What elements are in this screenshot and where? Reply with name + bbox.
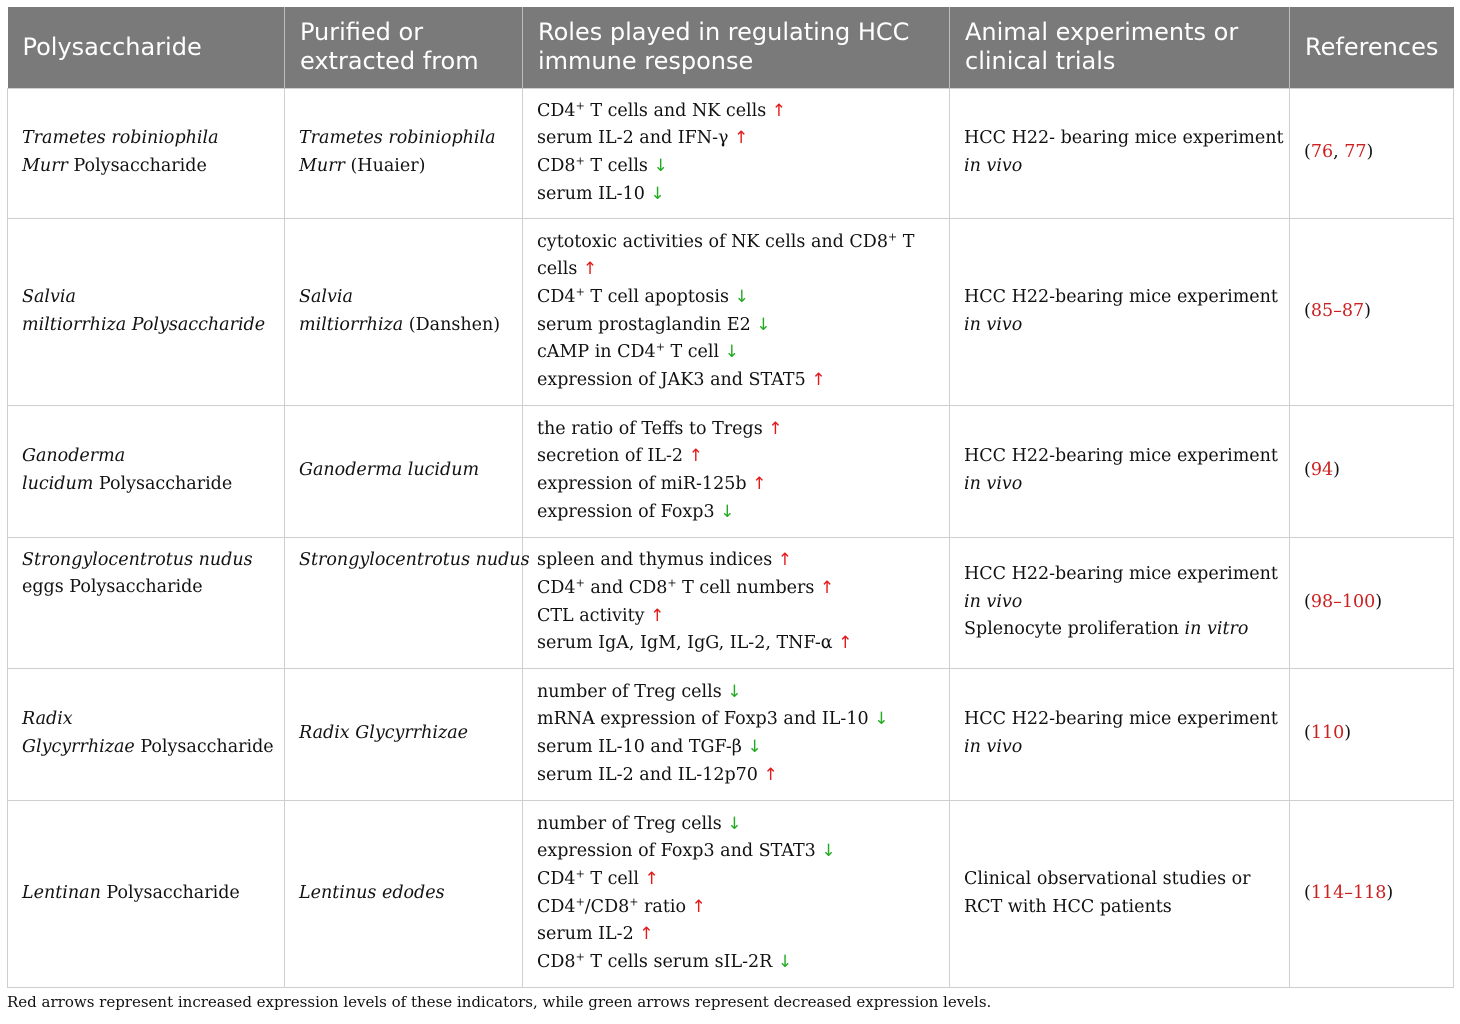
cell-text: in vivo	[964, 474, 1023, 494]
polysaccharide-table	[7, 7, 1454, 988]
cell-line	[537, 762, 941, 790]
trials-cell	[950, 800, 1290, 987]
table-row	[8, 800, 1454, 987]
cell-text: (	[1304, 591, 1311, 612]
cell-text: in vivo	[964, 591, 1023, 612]
arrow-up-icon: ↑	[768, 418, 783, 439]
header-source	[285, 7, 523, 88]
cell-line	[964, 894, 1281, 922]
header-line: Animal experiments or	[965, 18, 1239, 47]
arrow-down-icon: ↓	[821, 841, 836, 862]
cell-line	[1304, 457, 1445, 485]
table-body	[8, 88, 1454, 987]
cell-text: Polysaccharide	[134, 737, 274, 757]
cell-text: Strongylocentrotus nudus	[22, 549, 253, 570]
arrow-up-icon: ↑	[819, 577, 835, 598]
cell-line	[537, 181, 941, 209]
cell-line	[1304, 720, 1445, 748]
cell-text: Clinical observational studies or	[964, 868, 1251, 889]
superscript: +	[655, 340, 665, 354]
cell-line	[964, 153, 1281, 181]
cell-text: HCC H22- bearing mice experiment	[964, 128, 1284, 149]
cell-text: miltiorrhiza	[299, 314, 404, 335]
cell-text: HCC H22-bearing mice experiment	[964, 709, 1278, 730]
cell-text: )	[1375, 591, 1383, 612]
cell-line	[964, 443, 1281, 471]
cell-text: Murr	[299, 156, 345, 176]
references-cell	[1290, 800, 1454, 987]
header-line: extracted from	[300, 47, 479, 76]
cell-text: T cell	[584, 868, 645, 889]
cell-text: (	[1304, 142, 1311, 163]
cell-line	[22, 574, 276, 602]
cell-line	[299, 457, 514, 485]
cell-text: Salvia	[22, 286, 76, 307]
cell-text: serum IL-2	[537, 924, 640, 945]
cell-text: /CD8	[584, 896, 630, 917]
cell-text: Ganoderma	[22, 446, 126, 467]
cell-text: cytotoxic activities of NK cells and CD8	[537, 231, 888, 252]
header-trials	[950, 7, 1290, 88]
cell-text: HCC H22-bearing mice experiment	[964, 286, 1278, 307]
cell-text: serum IgA, IgM, IgG, IL-2, TNF-α	[537, 633, 839, 654]
header-polysaccharide	[8, 7, 285, 88]
trials-cell	[950, 537, 1290, 668]
cell-text: number of Treg cells	[537, 813, 728, 834]
cell-text: CD4	[537, 577, 576, 598]
cell-text: serum IL-2 and IL-12p70	[537, 764, 764, 785]
cell-text: RCT with HCC patients	[964, 896, 1172, 917]
arrow-up-icon: ↑	[644, 868, 659, 889]
table-row	[8, 405, 1454, 537]
cell-text: (Huaier)	[344, 156, 426, 176]
cell-line	[22, 471, 276, 499]
cell-text: Murr	[22, 156, 68, 176]
cell-text: T cell	[664, 342, 725, 363]
polysaccharide-cell	[8, 537, 285, 668]
superscript: +	[575, 285, 585, 299]
cell-line	[22, 880, 276, 908]
source-cell	[285, 668, 523, 800]
cell-line	[537, 443, 941, 471]
roles-cell	[523, 668, 950, 800]
polysaccharide-cell	[8, 668, 285, 800]
cell-text: CD4	[537, 868, 576, 889]
cell-text: CD4	[537, 286, 576, 307]
cell-line	[537, 949, 941, 977]
cell-text: )	[1366, 142, 1374, 163]
arrow-up-icon: ↑	[771, 100, 787, 121]
cell-line	[537, 229, 941, 257]
references-cell	[1290, 218, 1454, 405]
trials-cell	[950, 218, 1290, 405]
cell-line	[537, 416, 941, 444]
cell-line	[22, 125, 276, 153]
cell-line	[537, 153, 941, 181]
superscript: +	[575, 99, 585, 113]
cell-line	[1304, 298, 1445, 326]
cell-text: (	[1304, 723, 1311, 744]
cell-line	[964, 866, 1281, 894]
source-cell	[285, 537, 530, 668]
reference-link[interactable]: 98–100	[1310, 591, 1376, 612]
cell-text: )	[1344, 723, 1352, 744]
polysaccharide-cell	[8, 88, 285, 218]
cell-text: ratio	[638, 896, 692, 917]
header-line: Roles played in regulating HCC	[538, 18, 910, 47]
trials-cell	[950, 405, 1290, 537]
cell-line	[964, 706, 1281, 734]
cell-line	[22, 547, 276, 575]
cell-text: miltiorrhiza Polysaccharide	[22, 314, 266, 335]
cell-line	[299, 880, 514, 908]
cell-line	[299, 153, 514, 181]
arrow-up-icon: ↑	[838, 633, 853, 654]
cell-line	[22, 284, 276, 312]
header-line: Purified or	[300, 18, 424, 47]
arrow-up-icon: ↑	[734, 128, 749, 149]
cell-line	[1304, 589, 1445, 617]
cell-line	[537, 98, 941, 126]
cell-text: Salvia	[299, 286, 353, 307]
cell-text: lucidum	[22, 474, 94, 494]
header-line: clinical trials	[965, 47, 1116, 76]
cell-text: CD4	[537, 896, 576, 917]
cell-text: Lentinan	[22, 882, 101, 903]
arrow-down-icon: ↓	[727, 681, 742, 702]
cell-text: )	[1386, 882, 1394, 903]
trials-cell	[950, 88, 1290, 218]
roles-cell	[523, 218, 950, 405]
polysaccharide-cell	[8, 800, 285, 987]
reference-link[interactable]: 76	[1310, 142, 1334, 163]
cell-line	[964, 125, 1284, 153]
references-cell	[1290, 668, 1454, 800]
cell-text: cAMP in CD4	[537, 342, 656, 363]
cell-text: T	[897, 231, 915, 252]
superscript: +	[575, 867, 585, 881]
cell-text: Lentinus edodes	[299, 882, 445, 903]
arrow-down-icon: ↓	[727, 813, 742, 834]
cell-text: serum IL-10 and TGF-β	[537, 737, 748, 757]
reference-link[interactable]: 94	[1310, 460, 1334, 481]
cell-line	[537, 706, 941, 734]
cell-text: in vivo	[964, 314, 1023, 335]
cell-text: serum prostaglandin E2	[537, 314, 757, 335]
arrow-down-icon: ↓	[653, 156, 668, 176]
reference-link[interactable]: 114–118	[1310, 882, 1387, 903]
cell-text: ,	[1333, 142, 1345, 163]
cell-line	[537, 679, 941, 707]
cell-line	[22, 734, 276, 762]
cell-line	[537, 499, 941, 527]
cell-text: Glycyrrhizae	[22, 737, 135, 757]
source-cell	[285, 800, 523, 987]
cell-line	[299, 720, 514, 748]
cell-line	[537, 575, 941, 603]
cell-line	[964, 616, 1281, 644]
cell-text: Radix	[22, 709, 73, 730]
references-cell	[1290, 405, 1454, 537]
cell-text: expression of JAK3 and STAT5	[537, 369, 812, 390]
arrow-up-icon: ↑	[752, 474, 767, 494]
cell-line	[299, 125, 514, 153]
cell-text: serum IL-2 and IFN-γ	[537, 128, 735, 149]
arrow-down-icon: ↓	[720, 501, 735, 522]
cell-line	[537, 603, 941, 631]
header-line: References	[1305, 32, 1439, 61]
cell-text: Polysaccharide	[67, 156, 207, 176]
cell-line	[537, 339, 941, 367]
cell-text: HCC H22-bearing mice experiment	[964, 446, 1278, 467]
superscript: +	[629, 894, 639, 908]
arrow-down-icon: ↓	[874, 709, 889, 730]
table-row	[8, 668, 1454, 800]
cell-line	[537, 367, 941, 395]
cell-text: (	[1304, 300, 1311, 321]
cell-line	[964, 312, 1281, 340]
arrow-up-icon: ↑	[582, 259, 598, 280]
cell-text: Polysaccharide	[100, 882, 240, 903]
references-cell	[1290, 88, 1454, 218]
cell-line	[964, 471, 1281, 499]
header-references	[1290, 7, 1454, 88]
cell-line	[537, 125, 941, 153]
cell-text: CD4	[537, 100, 576, 121]
superscript: +	[575, 576, 585, 590]
superscript: +	[575, 950, 585, 964]
cell-line	[964, 589, 1281, 617]
cell-line	[22, 312, 276, 340]
superscript: +	[887, 230, 898, 244]
cell-line	[537, 894, 941, 922]
arrow-up-icon: ↑	[650, 605, 665, 626]
cell-text: CD8	[537, 156, 576, 176]
cell-line	[537, 547, 941, 575]
cell-text: cells	[537, 259, 583, 280]
cell-text: expression of Foxp3	[537, 501, 721, 522]
cell-line	[299, 284, 514, 312]
source-cell	[285, 405, 523, 537]
cell-text: T cell numbers	[676, 577, 820, 598]
roles-cell	[523, 405, 950, 537]
cell-text: )	[1333, 460, 1340, 481]
arrow-up-icon: ↑	[811, 369, 826, 390]
arrow-up-icon: ↑	[763, 764, 778, 785]
arrow-down-icon: ↓	[747, 737, 762, 757]
cell-line	[537, 471, 941, 499]
cell-text: T cells serum sIL-2R	[584, 951, 778, 972]
cell-text: T cells	[584, 156, 654, 176]
cell-line	[537, 312, 941, 340]
cell-text: Splenocyte proliferation	[964, 619, 1185, 640]
cell-text: Ganoderma lucidum	[299, 460, 480, 481]
arrow-down-icon: ↓	[724, 342, 739, 363]
reference-link[interactable]: 85–87	[1310, 300, 1365, 321]
source-cell	[285, 218, 523, 405]
cell-text: )	[1364, 300, 1371, 321]
trials-cell	[950, 668, 1290, 800]
source-cell	[285, 88, 523, 218]
cell-line	[537, 734, 941, 762]
superscript: +	[575, 154, 585, 168]
header-roles	[523, 7, 950, 88]
arrow-down-icon: ↓	[777, 951, 793, 972]
arrow-up-icon: ↑	[777, 550, 793, 571]
cell-line	[537, 284, 941, 312]
arrow-up-icon: ↑	[688, 446, 703, 467]
cell-text: CTL activity	[537, 605, 651, 626]
cell-line	[22, 153, 276, 181]
cell-text: serum IL-10	[537, 183, 651, 204]
roles-cell	[523, 537, 950, 668]
cell-line	[964, 284, 1281, 312]
cell-line	[537, 811, 941, 839]
cell-text: CD8	[537, 951, 576, 972]
polysaccharide-cell	[8, 405, 285, 537]
cell-text: T cells and NK cells	[584, 100, 772, 121]
cell-text: HCC H22-bearing mice experiment	[964, 564, 1278, 585]
cell-line	[537, 866, 941, 894]
cell-line	[537, 921, 941, 949]
cell-text: Trametes robiniophila	[299, 128, 496, 149]
cell-line	[1304, 880, 1445, 908]
cell-text: (	[1304, 882, 1311, 903]
table-row	[8, 88, 1454, 218]
references-cell	[1290, 537, 1454, 668]
arrow-down-icon: ↓	[756, 314, 771, 335]
reference-link[interactable]: 77	[1344, 142, 1367, 163]
cell-line	[22, 706, 276, 734]
superscript: +	[575, 894, 585, 908]
cell-text: (Danshen)	[403, 314, 501, 335]
cell-line	[537, 838, 941, 866]
reference-link[interactable]: 110	[1310, 723, 1345, 744]
cell-text: expression of miR-125b	[537, 474, 753, 494]
cell-line	[964, 734, 1281, 762]
superscript: +	[667, 576, 677, 590]
roles-cell	[523, 800, 950, 987]
arrow-down-icon: ↓	[734, 286, 749, 307]
cell-text: and CD8	[584, 577, 668, 598]
cell-text: Strongylocentrotus nudus	[299, 549, 530, 570]
table-footnote: Red arrows represent increased expression levels of these indicators, while green arrows represent decreased expression levels.	[7, 993, 992, 1011]
cell-text: Polysaccharide	[93, 474, 233, 494]
arrow-up-icon: ↑	[691, 896, 706, 917]
cell-text: (	[1304, 460, 1311, 481]
header-line: immune response	[538, 47, 754, 76]
cell-line	[964, 561, 1281, 589]
cell-line	[22, 443, 276, 471]
table-row	[8, 537, 1454, 668]
table-row	[8, 218, 1454, 405]
cell-text: eggs Polysaccharide	[22, 577, 203, 598]
cell-text: number of Treg cells	[537, 681, 728, 702]
cell-text: the ratio of Teffs to Tregs	[537, 418, 769, 439]
cell-line	[299, 312, 514, 340]
arrow-down-icon: ↓	[650, 183, 665, 204]
cell-text: Radix Glycyrrhizae	[299, 723, 469, 744]
roles-cell	[523, 88, 950, 218]
polysaccharide-cell	[8, 218, 285, 405]
cell-text: expression of Foxp3 and STAT3	[537, 841, 822, 862]
cell-line	[299, 547, 530, 575]
cell-text: in vivo	[964, 737, 1023, 757]
header-line: Polysaccharide	[22, 32, 202, 61]
cell-text: Trametes robiniophila	[22, 128, 219, 149]
cell-text: mRNA expression of Foxp3 and IL-10	[537, 709, 875, 730]
table-header-row	[8, 7, 1454, 88]
cell-line	[537, 630, 941, 658]
cell-text: in vitro	[1184, 619, 1249, 640]
cell-text: T cell apoptosis	[584, 286, 735, 307]
cell-text: spleen and thymus indices	[537, 550, 778, 571]
cell-line	[1304, 139, 1445, 167]
cell-line	[537, 256, 941, 284]
arrow-up-icon: ↑	[639, 924, 654, 945]
cell-text: secretion of IL-2	[537, 446, 689, 467]
cell-text: in vivo	[964, 156, 1023, 176]
